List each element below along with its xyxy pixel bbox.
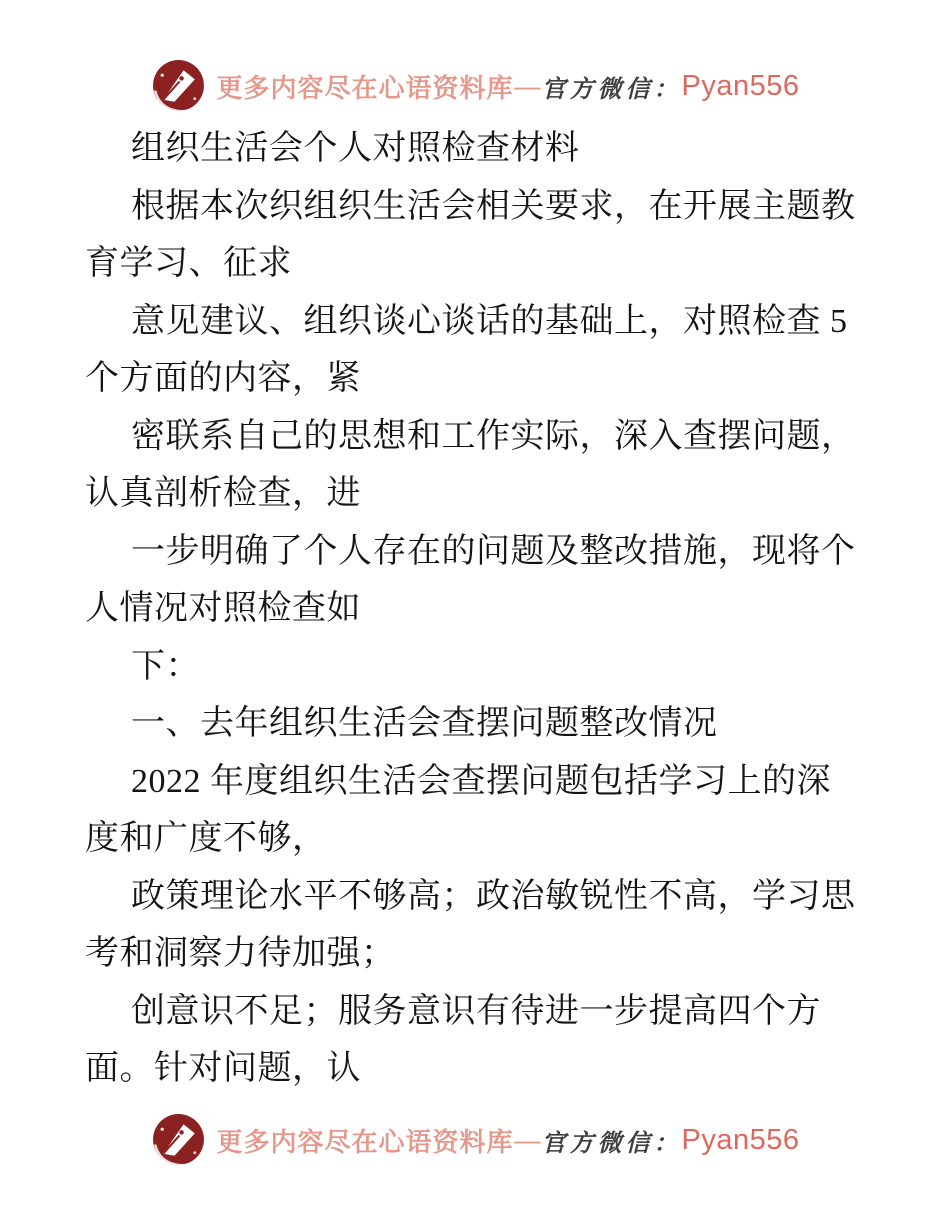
- watermark-channel-label: 官方微信：: [541, 77, 682, 103]
- text-line: 创意识不足；服务意识有待进一步提高四个方: [131, 992, 821, 1030]
- watermark-wechat-id: Pyan556: [681, 1124, 800, 1156]
- text-line: 人情况对照检查如: [85, 590, 361, 627]
- watermark-brand-text: 更多内容尽在心语资料库: [216, 1128, 514, 1157]
- text-line: 度和广度不够，: [85, 820, 327, 857]
- text-line: 意见建议、组织谈心谈话的基础上，对照检查 5: [131, 302, 848, 340]
- document-body: [85, 120, 875, 1098]
- text-line: 个方面的内容，紧: [85, 360, 361, 397]
- header-watermark: [0, 58, 950, 115]
- text-line: 政策理论水平不够高；政治敏锐性不高，学习思: [131, 877, 856, 915]
- document-title: 组织生活会个人对照检查材料: [131, 130, 580, 167]
- watermark-channel-label: 官方微信：: [541, 1131, 682, 1157]
- text-line: 一步明确了个人存在的问题及整改措施，现将个: [131, 532, 856, 570]
- text-line: 考和洞察力待加强；: [85, 935, 396, 972]
- text-line: 密联系自己的思想和工作实际，深入查摆问题，: [131, 417, 856, 455]
- text-line: 认真剖析检查，进: [85, 475, 361, 512]
- section-heading: 一、去年组织生活会查摆问题整改情况: [131, 705, 718, 742]
- watermark-separator: —: [514, 1125, 541, 1155]
- text-line: 育学习、征求: [85, 245, 292, 282]
- text-line: 2022 年度组织生活会查摆问题包括学习上的深: [131, 762, 831, 800]
- watermark-wechat-id: Pyan556: [681, 70, 800, 102]
- text-line: 面。针对问题，认: [85, 1050, 361, 1087]
- brand-pen-logo-icon: [150, 58, 207, 115]
- watermark-separator: —: [514, 71, 541, 101]
- brand-pen-logo-icon: [150, 1112, 207, 1169]
- text-line: 下：: [131, 647, 200, 685]
- watermark-brand-text: 更多内容尽在心语资料库: [216, 74, 514, 103]
- footer-watermark: [0, 1112, 950, 1169]
- text-line: 根据本次织组织生活会相关要求，在开展主题教: [131, 187, 856, 225]
